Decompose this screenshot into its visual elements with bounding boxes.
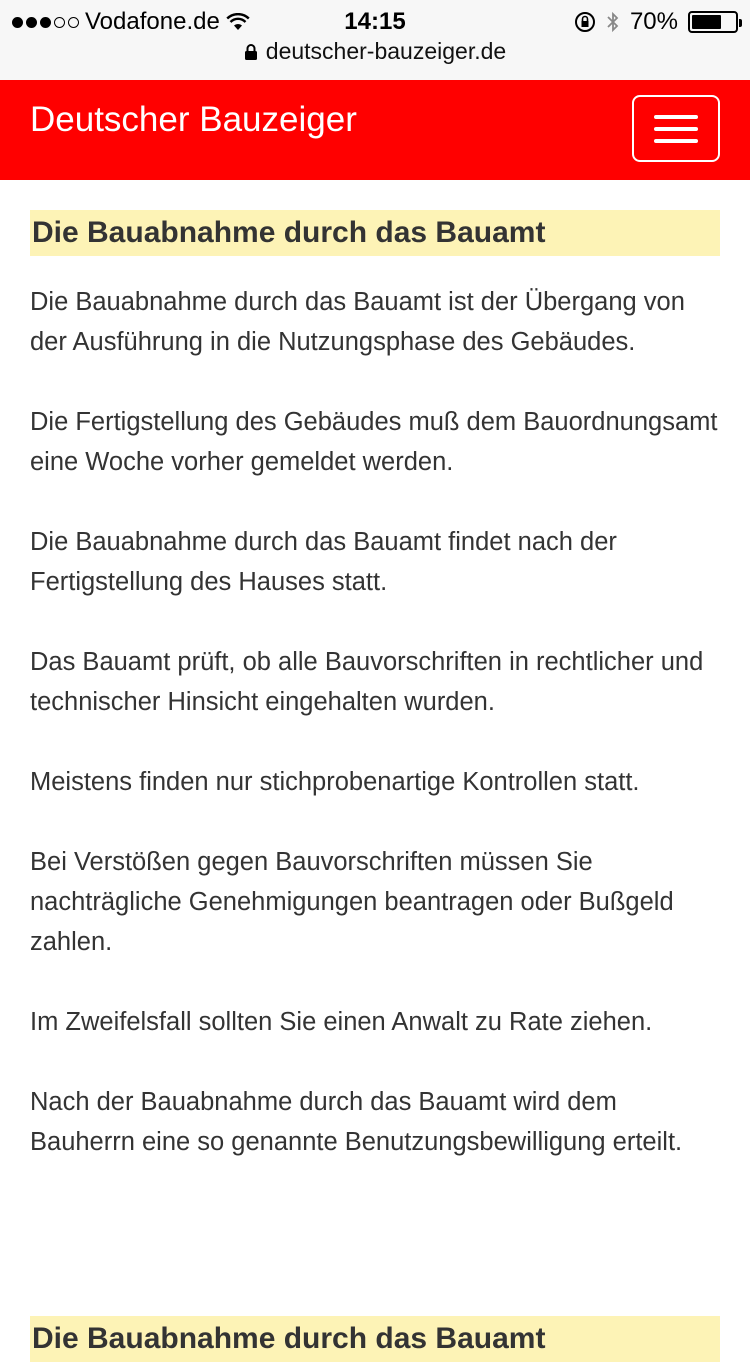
lock-icon [244,43,258,61]
paragraph: Im Zweifelsfall sollten Sie einen Anwalt zu Rate ziehen. [30,1008,653,1036]
battery-level [692,15,721,29]
battery-icon [688,11,738,33]
clock: 14:15 [344,8,406,35]
paragraph: Das Bauamt prüft, ob alle Bauvorschriften in rechtlicher und technischer Hinsicht eingehalten wurden. [30,648,704,716]
paragraph: Meistens finden nur stichprobenartige Kontrollen statt. [30,768,640,796]
article [30,210,720,1162]
paragraph: Die Bauabnahme durch das Bauamt ist der Übergang von der Ausführung in die Nutzungsphase des Gebäudes. [30,288,685,356]
status-indicators [574,8,738,36]
rotation-lock-icon [574,11,596,33]
site-brand[interactable]: Deutscher Bauzeiger [30,100,357,139]
paragraph: Nach der Bauabnahme durch das Bauamt wird dem Bauherrn eine so genannte Benutzungsbewilligung erteilt. [30,1088,683,1156]
article-heading: Die Bauabnahme durch das Bauamt [30,210,720,256]
next-section [30,1316,720,1362]
bluetooth-icon [606,10,620,34]
site-navbar [0,80,750,180]
status-bar [0,0,750,80]
url-domain: deutscher-bauzeiger.de [265,38,507,64]
next-section-heading: Die Bauabnahme durch das Bauamt [30,1316,720,1362]
url-bar[interactable] [0,38,750,65]
paragraph: Die Fertigstellung des Gebäudes muß dem Bauordnungsamt eine Woche vorher gemeldet werden. [30,408,718,476]
paragraph: Bei Verstößen gegen Bauvorschriften müssen Sie nachträgliche Genehmigungen beantragen oder Bußgeld zahlen. [30,848,674,956]
menu-icon [654,115,698,119]
paragraph: Die Bauabnahme durch das Bauamt findet nach der Fertigstellung des Hauses statt. [30,528,617,596]
hamburger-menu-button[interactable] [632,95,720,162]
carrier-name: Vodafone.de [85,8,220,35]
battery-percent: 70% [629,8,678,35]
